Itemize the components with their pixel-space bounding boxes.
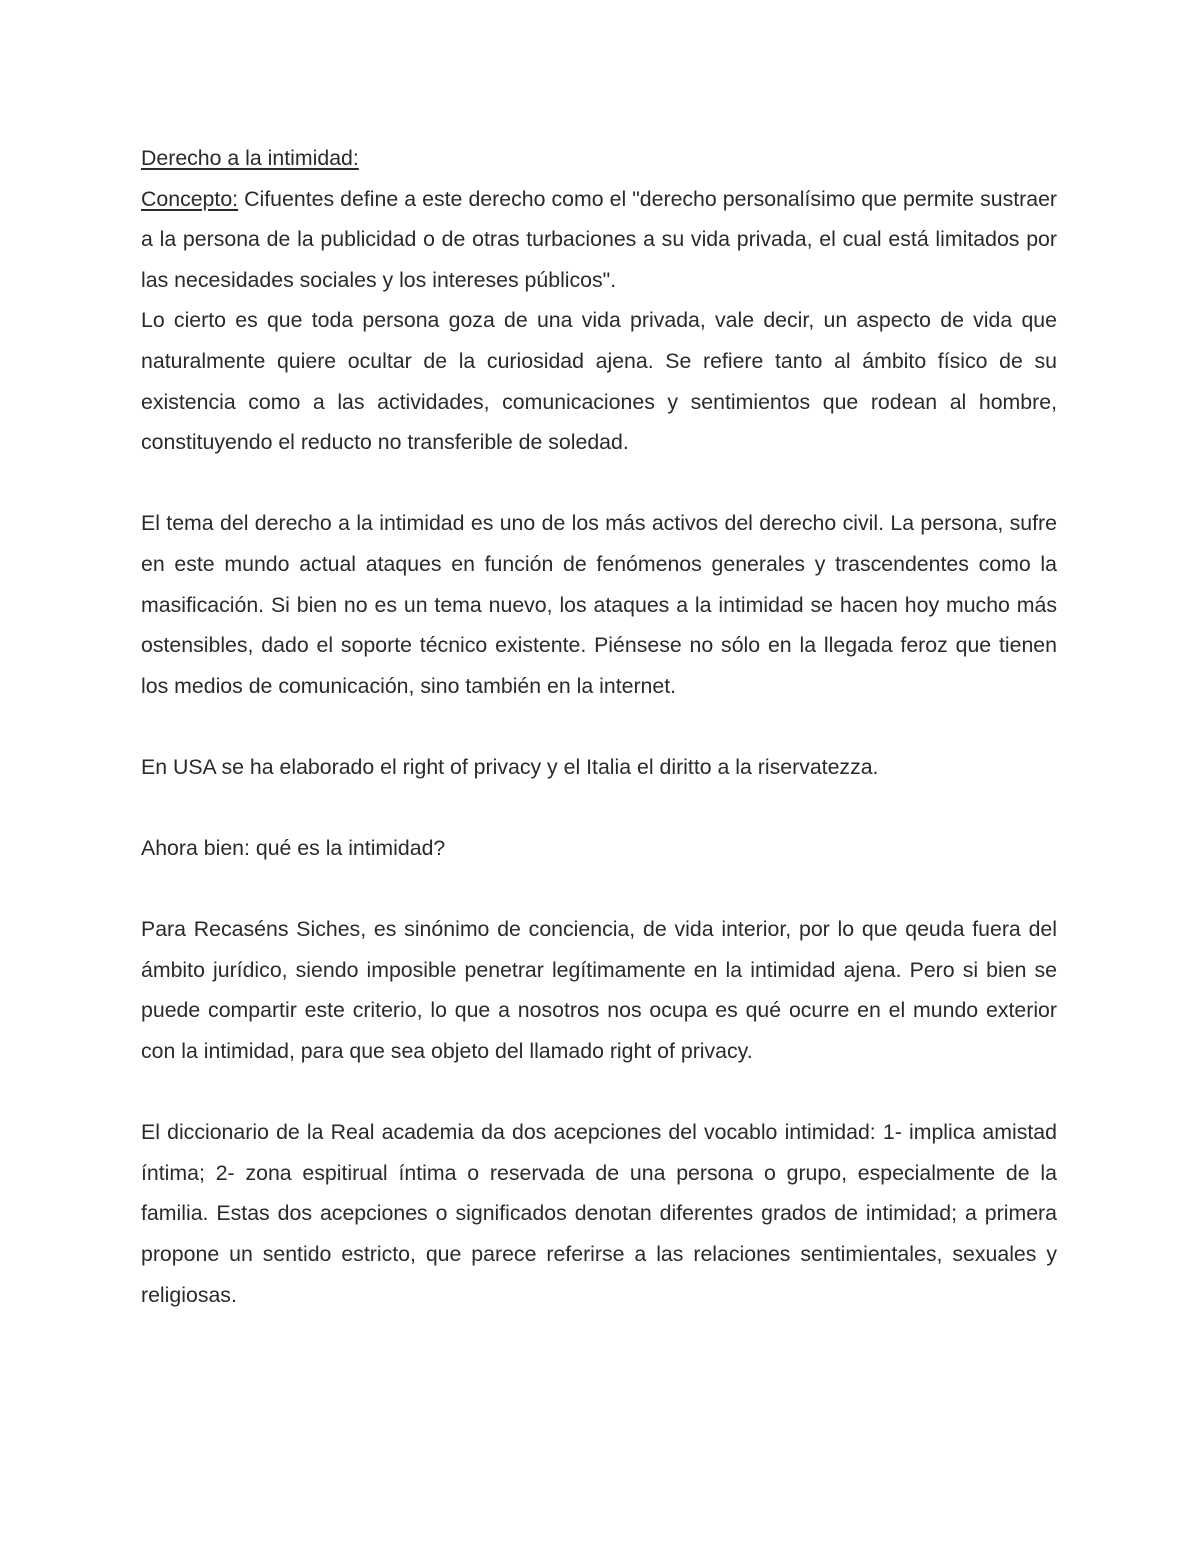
- paragraph-4: Ahora bien: qué es la intimidad?: [141, 836, 446, 861]
- paragraph-1: Lo cierto es que toda persona goza de una vida privada, vale decir, un aspecto de vida que naturalmente quiere ocultar de la curiosidad ajena. Se refiere tanto al ámbito físico de su existencia como a las actividades, comunicaciones y sentimientos que rodean al hombre, constituyendo el reducto no transferible de soledad.: [141, 308, 1057, 455]
- paragraph-2: El tema del derecho a la intimidad es uno de los más activos del derecho civil. La persona, sufre en este mundo actual ataques en función de fenómenos generales y trascendentes como la masificación. Si bien no es un tema nuevo, los ataques a la intimidad se hacen hoy mucho más ostensibles, dado el soporte técnico existente. Piénsese no sólo en la llegada feroz que tienen los medios de comunicación, sino también en la internet.: [141, 511, 1057, 698]
- concept-paragraph: [141, 179, 1057, 301]
- concept-label: Concepto:: [141, 186, 239, 211]
- document-heading: [141, 138, 1057, 179]
- heading-text: Derecho a la intimidad:: [141, 146, 359, 170]
- document-page: [141, 138, 1057, 1315]
- paragraph-5: Para Recaséns Siches, es sinónimo de conciencia, de vida interior, por lo que qeuda fuera del ámbito jurídico, siendo imposible penetrar legítimamente en la intimidad ajena. Pero si bien se puede compartir este criterio, lo que a nosotros nos ocupa es qué ocurre en el mundo exterior con la intimidad, para que sea objeto del llamado right of privacy.: [141, 917, 1057, 1064]
- concept-text: Cifuentes define a este derecho como el "derecho personalísimo que permite sustraer a la persona de la publicidad o de otras turbaciones a su vida privada, el cual está limitados por las necesidades sociales y los intereses públicos".: [141, 186, 1058, 292]
- paragraph-6: El diccionario de la Real academia da dos acepciones del vocablo intimidad: 1- implica amistad íntima; 2- zona espitirual íntima o reservada de una persona o grupo, especialmente de la familia. Estas dos acepciones o significados denotan diferentes grados de intimidad; a primera propone un sentido estricto, que parece referirse a las relaciones sentimientales, sexuales y religiosas.: [141, 1120, 1057, 1307]
- paragraph-3: En USA se ha elaborado el right of privacy y el Italia el diritto a la riservatezza.: [141, 754, 879, 779]
